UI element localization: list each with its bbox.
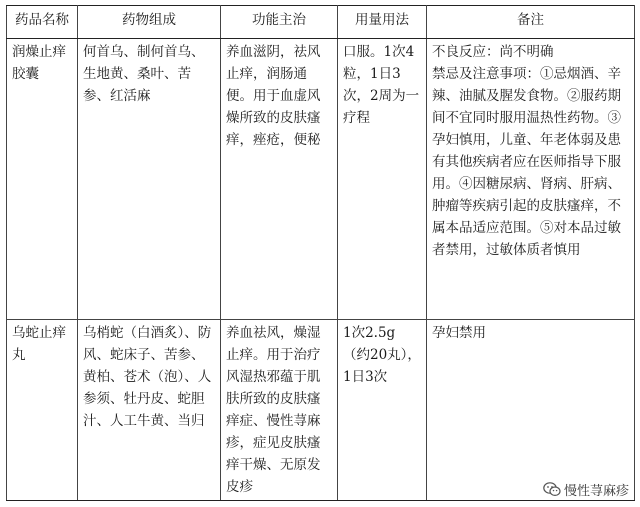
drug-name-cell: 乌蛇止痒丸 [7, 320, 78, 501]
header-indications: 功能主治 [221, 6, 338, 39]
header-notes: 备注 [427, 6, 635, 39]
dosage-cell: 1次2.5g（约20丸），1日3次 [338, 320, 427, 501]
composition-cell: 乌梢蛇（白酒炙）、防风、蛇床子、苦参、黄柏、苍术（泡）、人参须、牡丹皮、蛇胆汁、人工牛黄、当归 [78, 320, 221, 501]
table-header-row [7, 6, 635, 39]
notes-cell: 不良反应：尚不明确 禁忌及注意事项：①忌烟酒、辛辣、油腻及腥发食物。②服药期间不宜同时服用温热性药物。③孕妇慎用，儿童、年老体弱及患有其他疾病者应在医师指导下服用。④因糖尿病、肾病、肝病、肿瘤等疾病引起的皮肤瘙痒，不属本品适应范围。⑤对本品过敏者禁用，过敏体质者慎用 [427, 39, 635, 320]
drug-name-cell: 润燥止痒胶囊 [7, 39, 78, 320]
indications-cell: 养血祛风，燥湿止痒。用于治疗风湿热邪蕴于肌肤所致的皮肤瘙痒症、慢性荨麻疹，症见皮肤瘙痒干燥、无原发皮疹 [221, 320, 338, 501]
watermark [540, 480, 632, 499]
notes-cell: 孕妇禁用 [427, 320, 635, 501]
composition-cell: 何首乌、制何首乌、生地黄、桑叶、苦参、红活麻 [78, 39, 221, 320]
header-composition: 药物组成 [78, 6, 221, 39]
header-dosage: 用量用法 [338, 6, 427, 39]
table-row [7, 39, 635, 320]
header-drug-name: 药品名称 [7, 6, 78, 39]
wechat-icon [543, 482, 561, 497]
table-row [7, 320, 635, 501]
watermark-text: 慢性荨麻疹 [563, 484, 629, 499]
indications-cell: 养血滋阴，祛风止痒，润肠通便。用于血虚风燥所致的皮肤瘙痒，痤疮，便秘 [221, 39, 338, 320]
dosage-cell: 口服。1次4粒，1日3次，2周为一疗程 [338, 39, 427, 320]
drug-table [6, 5, 635, 501]
